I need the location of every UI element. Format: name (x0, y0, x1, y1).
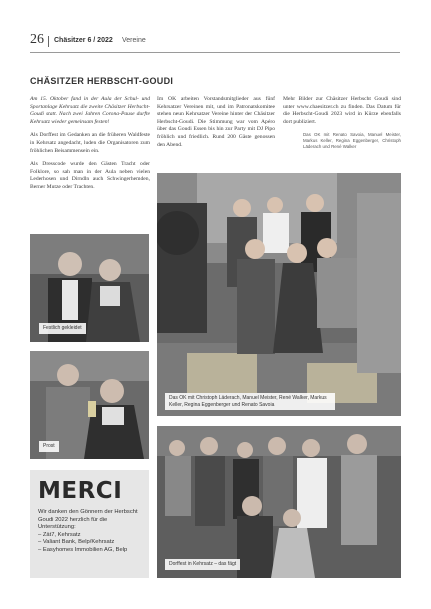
section-name: Vereine (122, 37, 146, 44)
article-title: CHÄSITZER HERBSCHT-GOUDI (30, 76, 174, 86)
article-paragraph: Als Dresscode wurde den Gästen Tracht oder Folklore, so sah man in der Aula neben vielen Lederhosen und Dirndln auch Schwingerhemden, Berner Mutze oder Trachten. (30, 161, 150, 190)
magazine-issue: Chäsitzer 6 / 2022 (54, 37, 113, 44)
dorffest-photo (157, 426, 401, 578)
merci-text (38, 509, 146, 555)
merci-heading: MERCI (38, 478, 123, 504)
text-column-2 (157, 96, 275, 155)
festlich-caption: Festlich gekleidet (39, 323, 86, 334)
article-lead: Am 15. Oktober fand in der Aula der Schul- und Sportanlage Kehrsatz die zweite Chäsitzer Herbscht-Goudi statt. Nach zwei Jahren Corona-Pause durfte Kehrsatz wieder gemeinsam festen! (30, 96, 150, 125)
article-paragraph: Mehr Bilder zur Chäsitzer Herbscht Goudi sind unter www.chaesitzer.ch zu finden. Das Datum für die Herbscht-Goudi 2023 wird in Kürze ebenfalls dort publiziert. (283, 96, 401, 125)
header-divider (48, 36, 49, 47)
page-header (30, 34, 400, 48)
ok-photo-caption: Das OK mit Christoph Läderach, Manuel Meister, René Walker, Markus Keller, Regina Eggenberger und Renato Savoia (165, 393, 335, 410)
article-paragraph: Als Dorffest im Gedanken an die früheren Waldfeste in Kehrsatz angedacht, luden die Organisatoren zum fröhlichen Beisammensein ein. (30, 132, 150, 154)
header-rule (30, 52, 400, 53)
ok-group-photo (157, 173, 401, 416)
sponsor-list (38, 532, 146, 555)
merci-intro: Wir danken den Gönnern der Herbscht Goudi 2022 herzlich für die Unterstützung: (38, 509, 138, 531)
sponsor-thanks-box (30, 470, 149, 578)
dorffest-caption: Dorffest in Kehrsatz – das fägt (165, 559, 240, 570)
prost-caption: Prost (39, 441, 59, 452)
sponsor-item: – Easyhomes Immobilien AG, Belp (38, 546, 128, 553)
text-column-1 (30, 96, 150, 198)
text-column-3 (283, 96, 401, 150)
page-number: 26 (30, 32, 44, 47)
sponsor-item: – Zät7, Kehrsatz (38, 531, 81, 538)
article-paragraph: Im OK arbeiten Vorstandsmitglieder aus fünf Kehrsatzer Vereinen mit, und im Patronatskomitee stehen neun Kehrsatzer Vereine hinter der Chäsitzer Herbscht-Goudi. Die Stimmung war vom Apéro über das Goudi Essen bis hin zur Party mit DJ Pipo fröhlich und friedlich. Rund 200 Gäste genossen den Abend. (157, 96, 275, 148)
sponsor-item: – Valiant Bank, Belp/Kehrsatz (38, 539, 115, 546)
ok-list-caption: Das OK mit Renato Savoia, Manuel Meister, Markus Keller, Regina Eggenberger, Christoph Läderach und René Walker (303, 132, 401, 150)
